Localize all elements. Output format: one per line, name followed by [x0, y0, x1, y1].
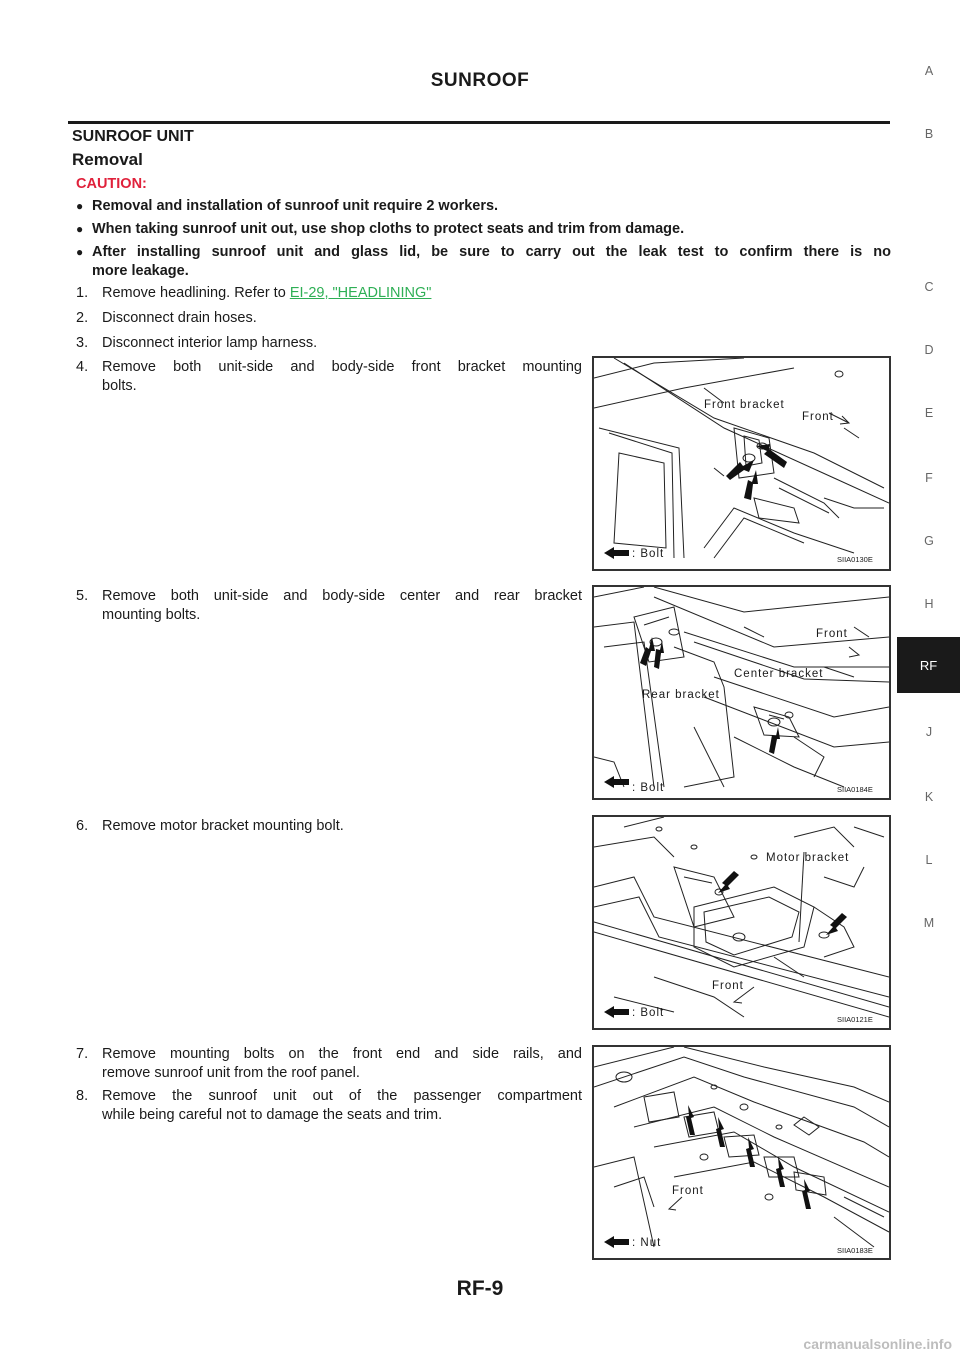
- section-tab-h[interactable]: H: [924, 597, 934, 611]
- section-tab-b[interactable]: B: [924, 127, 934, 141]
- title-divider: [68, 121, 890, 124]
- section-tab-g[interactable]: G: [924, 534, 934, 548]
- center-rear-bracket-illustration: [594, 587, 889, 798]
- step-5: 5. Remove both unit-side and body-side center and rear bracket mounting bolts.: [76, 588, 582, 623]
- figure-id: SIIA0121E: [837, 1015, 873, 1024]
- front-bracket-illustration: [594, 358, 889, 569]
- subsection-title: Removal: [72, 150, 143, 169]
- motor-bracket-illustration: [594, 817, 889, 1028]
- bolt-legend: : Bolt: [632, 782, 665, 794]
- caution-item: ● When taking sunroof unit out, use shop cloths to protect seats and trim from damage.: [76, 221, 685, 237]
- mounting-nuts-illustration: [594, 1047, 889, 1258]
- section-tab-c[interactable]: C: [924, 280, 934, 294]
- bullet-icon: ●: [76, 199, 84, 213]
- watermark: carmanualsonline.info: [803, 1336, 952, 1352]
- section-tab-k[interactable]: K: [924, 790, 934, 804]
- step-2: 2. Disconnect drain hoses.: [76, 310, 257, 326]
- bolt-legend: : Bolt: [632, 1007, 665, 1019]
- step-7: 7. Remove mounting bolts on the front end and side rails, and remove sunroof unit from the roof panel.: [76, 1046, 582, 1081]
- bolt-legend: : Bolt: [632, 548, 665, 560]
- nut-legend: : Nut: [632, 1237, 662, 1249]
- step-3: 3. Disconnect interior lamp harness.: [76, 335, 318, 351]
- section-tab-l[interactable]: L: [925, 853, 933, 867]
- caution-label: CAUTION:: [76, 176, 147, 192]
- section-tab-d[interactable]: D: [924, 343, 934, 357]
- section-tab-m[interactable]: M: [923, 916, 935, 930]
- front-direction-label: Front: [672, 1185, 704, 1197]
- caution-item: ● After installing sunroof unit and glass lid, be sure to carry out the leak test to confirm there is no more leakage.: [76, 244, 891, 279]
- section-tab-rf-active[interactable]: RF: [897, 637, 960, 693]
- figure-mounting-nuts: [592, 1045, 891, 1260]
- step-4: 4. Remove both unit-side and body-side front bracket mounting bolts.: [76, 359, 582, 394]
- figure-id: SIIA0183E: [837, 1246, 873, 1255]
- section-tab-a[interactable]: A: [924, 64, 934, 78]
- caution-item: ● Removal and installation of sunroof unit require 2 workers.: [76, 198, 499, 214]
- headlining-reference-link[interactable]: EI-29, "HEADLINING": [289, 285, 432, 301]
- figure-motor-bracket: [592, 815, 891, 1030]
- figure-id: SIIA0184E: [837, 785, 873, 794]
- page-number: RF-9: [456, 1277, 504, 1300]
- bullet-icon: ●: [76, 245, 84, 259]
- front-bracket-label: Front bracket: [704, 399, 785, 411]
- section-tab-j[interactable]: J: [925, 725, 933, 739]
- front-direction-label: Front: [712, 980, 744, 992]
- rear-bracket-label: Rear bracket: [642, 689, 720, 701]
- bullet-icon: ●: [76, 222, 84, 236]
- page-title: SUNROOF: [430, 70, 530, 91]
- section-tab-f[interactable]: F: [925, 471, 933, 485]
- figure-id: SIIA0130E: [837, 555, 873, 564]
- step-1: 1. Remove headlining. Refer to EI-29, "HEADLINING": [76, 285, 432, 301]
- center-bracket-label: Center bracket: [734, 668, 824, 680]
- step-6: 6. Remove motor bracket mounting bolt.: [76, 818, 344, 834]
- section-title: SUNROOF UNIT: [72, 128, 194, 145]
- figure-front-bracket: [592, 356, 891, 571]
- step-8: 8. Remove the sunroof unit out of the passenger compartment while being careful not to damage the seats and trim.: [76, 1088, 582, 1123]
- motor-bracket-label: Motor bracket: [766, 852, 850, 864]
- figure-center-rear-bracket: [592, 585, 891, 800]
- section-tab-e[interactable]: E: [924, 406, 934, 420]
- front-direction-label: Front: [802, 411, 834, 423]
- front-direction-label: Front: [816, 628, 848, 640]
